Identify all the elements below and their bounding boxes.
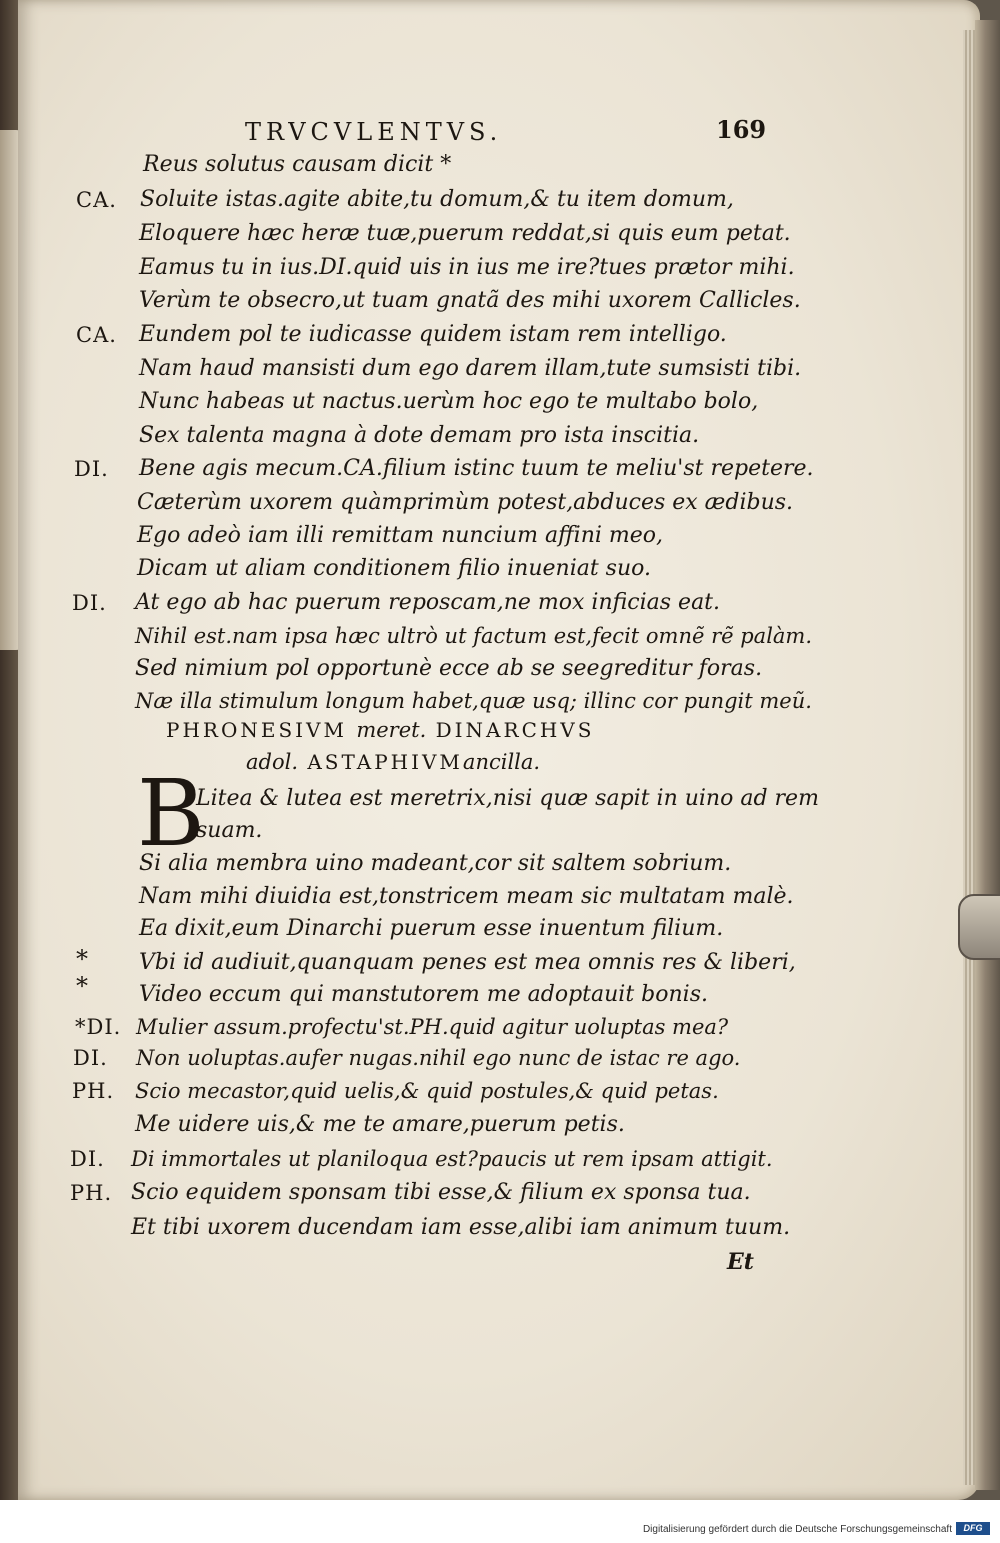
book-fore-edge <box>975 20 1000 1490</box>
metal-clasp <box>958 894 1000 960</box>
verse-line: Sex talenta magna à dote demam pro ista inscitia. <box>139 423 700 448</box>
verse-line: Eloquere hæc heræ tuæ,puerum reddat,si quis eum petat. <box>139 221 791 246</box>
verse-line: Cæterùm uxorem quàmprimùm potest,abduces ex ædibus. <box>137 490 794 515</box>
drop-cap: B <box>137 760 205 867</box>
verse-line: Litea & lutea est meretrix,nisi quæ sapit in uino ad rem <box>196 786 819 811</box>
speaker-label: PH. <box>72 1079 115 1103</box>
verse-line: Ea dixit,eum Dinarchi puerum esse inuentum filium. <box>139 916 724 941</box>
verse-line: Et tibi uxorem ducendam iam esse,alibi iam animum tuum. <box>131 1215 791 1240</box>
verse-line: Di immortales ut planiloqua est?paucis ut rem ipsam attigit. <box>131 1147 773 1171</box>
speaker-label: PH. <box>70 1181 113 1205</box>
page-number: 169 <box>716 115 767 144</box>
verse-line: Eundem pol te iudicasse quidem istam rem intelligo. <box>139 322 727 347</box>
speaker-label: CA. <box>76 188 117 212</box>
verse-line: Scio mecastor,quid uelis,& quid postules,& quid petas. <box>135 1079 719 1103</box>
verse-line: At ego ab hac puerum reposcam,ne mox inficias eat. <box>135 590 721 615</box>
speaker-label: DI. <box>70 1147 105 1171</box>
verse-line: Bene agis mecum.CA.filium istinc tuum te meliu'st repetere. <box>139 456 814 481</box>
speaker-label: DI. <box>73 1046 108 1070</box>
verse-line: Ego adeò iam illi remittam nuncium affini meo, <box>137 523 664 548</box>
verse-line: Me uidere uis,& me te amare,puerum petis. <box>135 1112 625 1137</box>
catchword: Et <box>727 1249 754 1275</box>
character-name: DINARCHVS <box>435 718 595 742</box>
marginal-asterisk: * <box>76 972 89 1000</box>
scene-heading-line1 <box>166 718 594 742</box>
character-name: PHRONESIVM <box>166 718 347 742</box>
scene-heading-line2 <box>246 750 540 774</box>
verse-line: Reus solutus causam dicit * <box>143 152 452 177</box>
marginal-asterisk: * <box>76 945 89 973</box>
verse-line: Mulier assum.profectu'st.PH.quid agitur uoluptas mea? <box>136 1015 729 1039</box>
verse-line: Video eccum qui manstutorem me adoptauit bonis. <box>139 982 708 1007</box>
speaker-label: CA. <box>76 323 117 347</box>
speaker-label: DI. <box>74 457 109 481</box>
footer-bar <box>0 1500 1000 1543</box>
character-role: adol. <box>246 750 298 774</box>
verse-line: Nunc habeas ut nactus.uerùm hoc ego te multabo bolo, <box>139 389 759 414</box>
dfg-logo: DFG <box>956 1522 990 1535</box>
verse-line: Nihil est.nam ipsa hæc ultrò ut factum est,fecit omnẽ rẽ palàm. <box>135 624 813 648</box>
verse-line: Non uoluptas.aufer nugas.nihil ego nunc de istac re ago. <box>136 1046 741 1070</box>
verse-line: suam. <box>196 818 263 843</box>
verse-line: Verùm te obsecro,ut tuam gnatã des mihi uxorem Callicles. <box>139 288 801 313</box>
verse-line: Si alia membra uino madeant,cor sit saltem sobrium. <box>139 851 732 876</box>
verse-line: Nam mihi diuidia est,tonstricem meam sic multatam malè. <box>139 884 794 909</box>
character-role: ancilla. <box>462 750 541 774</box>
running-title: TRVCVLENTVS. <box>245 118 503 146</box>
verse-line: Sed nimium pol opportunè ecce ab se seegreditur foras. <box>135 656 763 681</box>
verse-line: Eamus tu in ius.DI.quid uis in ius me ire?tues prætor mihi. <box>139 255 795 280</box>
verse-line: Dicam ut aliam conditionem filio inueniat suo. <box>137 556 651 581</box>
verse-line: Vbi id audiuit,quanquam penes est mea omnis res & liberi, <box>139 950 796 975</box>
funding-credit: Digitalisierung gefördert durch die Deutsche Forschungsgemeinschaft <box>642 1524 952 1535</box>
verse-line: Scio equidem sponsam tibi esse,& filium ex sponsa tua. <box>131 1180 751 1205</box>
verse-line: Nam haud mansisti dum ego darem illam,tute sumsisti tibi. <box>139 356 802 381</box>
character-name: ASTAPHIVM <box>307 750 463 774</box>
verse-line: Soluite istas.agite abite,tu domum,& tu item domum, <box>140 187 734 212</box>
verse-line: Næ illa stimulum longum habet,quæ usq; illinc cor pungit meũ. <box>135 689 812 713</box>
character-role: meret. <box>356 718 427 742</box>
speaker-label: *DI. <box>75 1015 122 1039</box>
speaker-label: DI. <box>72 591 107 615</box>
